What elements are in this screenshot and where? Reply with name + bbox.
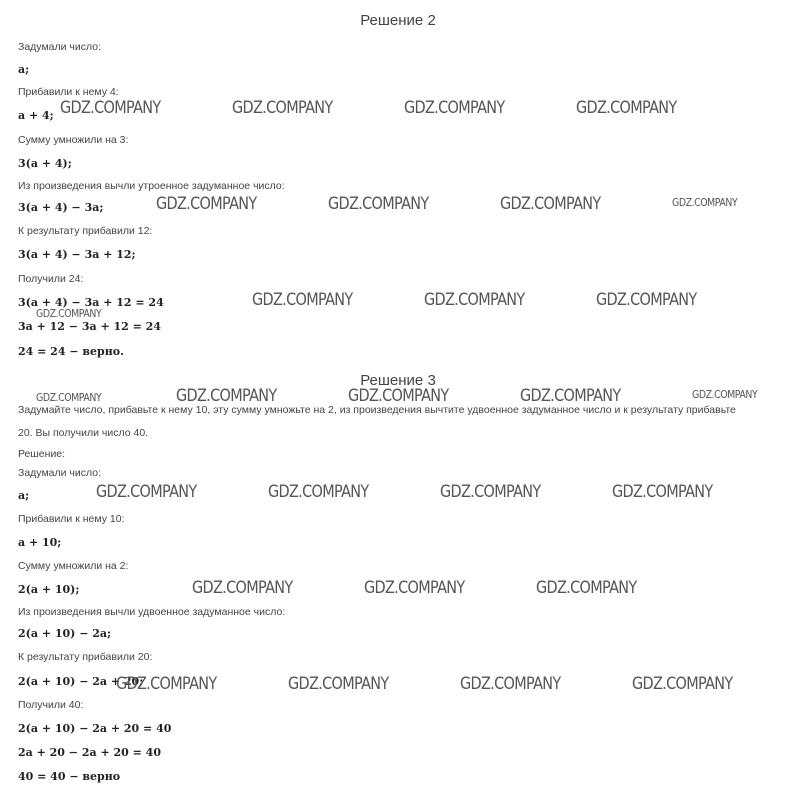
watermark: GDZ.COMPANY [520,386,621,406]
s3-formula: a; [18,489,30,502]
s2-line: Получили 24: [18,273,84,285]
s3-formula: 2a + 20 − 2a + 20 = 40 [18,746,161,759]
s3-task-line: 20. Вы получили число 40. [18,427,149,439]
watermark: GDZ.COMPANY [424,290,525,310]
watermark: GDZ.COMPANY [460,674,561,694]
s3-line: Задумали число: [18,467,101,479]
s3-formula: 2(a + 10) − 2a + 20; [18,675,144,688]
watermark: GDZ.COMPANY [576,98,677,118]
watermark: GDZ.COMPANY [60,98,161,118]
s2-line: Из произведения вычли утроенное задуманное число: [18,180,285,192]
s2-formula: a; [18,63,30,76]
s2-formula: 3(a + 4); [18,157,72,170]
watermark: GDZ.COMPANY [288,674,389,694]
s2-formula: 3a + 12 − 3a + 12 = 24 [18,320,161,333]
s3-line: Сумму умножили на 2: [18,560,129,572]
s2-formula: 24 = 24 − верно. [18,345,124,358]
watermark: GDZ.COMPANY [116,674,217,694]
watermark: GDZ.COMPANY [268,482,369,502]
watermark: GDZ.COMPANY [36,307,102,320]
watermark: GDZ.COMPANY [632,674,733,694]
s2-line: К результату прибавили 12: [18,225,153,237]
watermark: GDZ.COMPANY [192,578,293,598]
s2-line: Сумму умножили на 3: [18,134,129,146]
watermark: GDZ.COMPANY [36,391,102,404]
watermark: GDZ.COMPANY [692,388,758,401]
s3-formula: a + 10; [18,536,62,549]
s2-line: Задумали число: [18,41,101,53]
watermark: GDZ.COMPANY [156,194,257,214]
s3-line: Прибавили к нему 10: [18,513,125,525]
watermark: GDZ.COMPANY [96,482,197,502]
s3-task-line: Задумайте число, прибавьте к нему 10, эту сумму умножьте на 2, из произведения вычтите удвоенное задуманное число и к результату прибавьте [18,404,736,416]
watermark: GDZ.COMPANY [328,194,429,214]
section3-title: Решение 3 [360,372,436,389]
watermark: GDZ.COMPANY [672,196,738,209]
watermark: GDZ.COMPANY [536,578,637,598]
watermark: GDZ.COMPANY [348,386,449,406]
s2-formula: a + 4; [18,109,54,122]
watermark: GDZ.COMPANY [500,194,601,214]
watermark: GDZ.COMPANY [252,290,353,310]
s2-formula: 3(a + 4) − 3a; [18,201,104,214]
watermark: GDZ.COMPANY [364,578,465,598]
s2-formula: 3(a + 4) − 3a + 12 = 24 [18,296,164,309]
watermark: GDZ.COMPANY [404,98,505,118]
watermark: GDZ.COMPANY [176,386,277,406]
section2-title: Решение 2 [360,12,436,29]
s2-line: Прибавили к нему 4: [18,86,119,98]
s3-formula: 40 = 40 − верно [18,770,121,783]
s3-line: Из произведения вычли удвоенное задуманное число: [18,606,286,618]
watermark: GDZ.COMPANY [596,290,697,310]
watermark: GDZ.COMPANY [612,482,713,502]
s3-line: Получили 40: [18,699,84,711]
s3-formula: 2(a + 10) − 2a; [18,627,112,640]
s3-formula: 2(a + 10); [18,583,80,596]
watermark: GDZ.COMPANY [440,482,541,502]
s3-line: К результату прибавили 20: [18,651,153,663]
s3-formula: 2(a + 10) − 2a + 20 = 40 [18,722,172,735]
watermark: GDZ.COMPANY [232,98,333,118]
s3-solution-label: Решение: [18,448,66,460]
s2-formula: 3(a + 4) − 3a + 12; [18,248,136,261]
